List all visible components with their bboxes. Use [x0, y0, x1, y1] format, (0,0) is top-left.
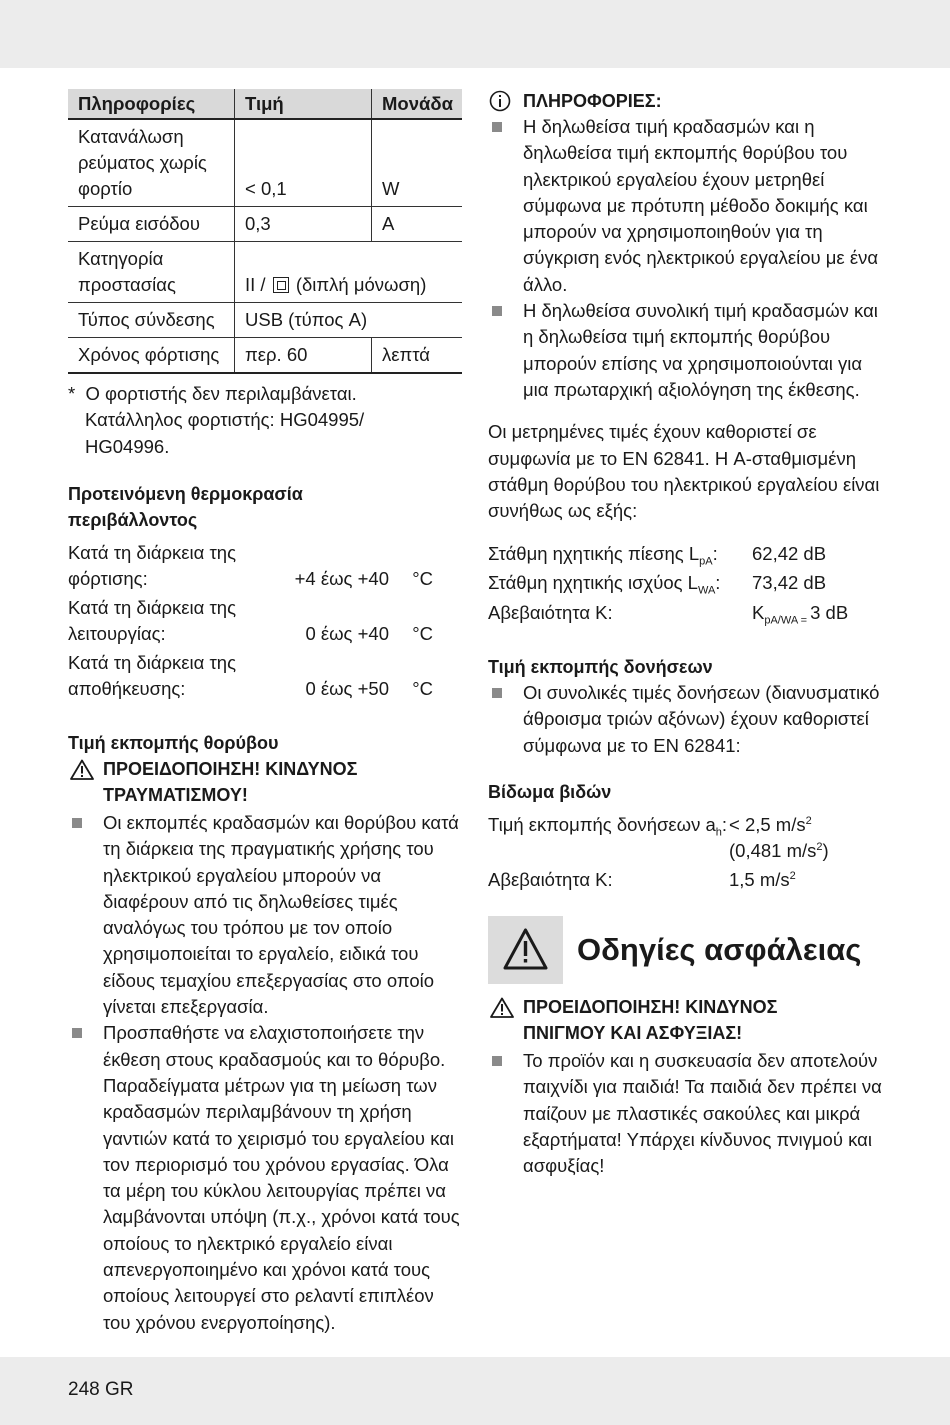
list-item — [488, 680, 888, 759]
row-value: < 0,1 — [235, 119, 372, 207]
square-bullet-icon — [72, 1028, 82, 1038]
footnote-line-3: HG04996. — [85, 435, 170, 457]
table-row — [68, 242, 462, 303]
list-item — [488, 1048, 888, 1179]
list-item — [68, 1020, 462, 1336]
noise-warning-line-2: ΤΡΑΥΜΑΤΙΣΜΟΥ! — [103, 785, 248, 805]
emission-label — [488, 812, 727, 838]
square-bullet-icon — [492, 122, 502, 132]
uncertainty-sub: pA/WA = — [764, 614, 811, 627]
row-unit: λεπτά — [372, 338, 463, 374]
info-circle-icon — [489, 90, 511, 112]
row-info: Κατηγορία προστασίας — [68, 242, 235, 303]
sound-pressure-value: 62,42 dB — [752, 543, 827, 564]
table-row — [68, 338, 462, 374]
sound-uncertainty-value — [752, 600, 848, 626]
sound-power-sub: WA — [697, 584, 716, 597]
square-bullet-icon — [492, 1056, 502, 1066]
sound-power-suffix: : — [715, 572, 721, 593]
info-bullet-1: Η δηλωθείσα τιμή κραδασμών και η δηλωθείσα τιμή εκπομπής θορύβου του ηλεκτρικού εργαλείου έχουν μετρηθεί σύμφωνα με πρότυπη μέθοδο δοκιμής και μπορούν να χρησιμοποιηθούν για τη σύγκριση ενός ηλεκτρικού εργαλείου με ένα άλλο. — [523, 116, 879, 295]
list-item — [488, 298, 888, 403]
row-info: Χρόνος φόρτισης — [68, 338, 235, 374]
row-info: Κατανάλωση ρεύματος χωρίς φορτίο — [68, 119, 235, 207]
row-value — [235, 242, 463, 303]
emission-label-text: Τιμή εκπομπής δονήσεων a — [488, 814, 716, 835]
temp-label-2: φόρτισης: — [68, 568, 148, 589]
sound-uncertainty-label: Αβεβαιότητα K: — [488, 602, 613, 623]
temp-label-1: Κατά τη διάρκεια της — [68, 597, 237, 618]
sound-power-text: Στάθμη ηχητικής ισχύος L — [488, 572, 698, 593]
header-info: Πληροφορίες — [68, 89, 235, 119]
square-bullet-icon — [492, 306, 502, 316]
safety-bullet: Το προϊόν και η συσκευασία δεν αποτελούν παιχνίδι για παιδιά! Τα παιδιά δεν πρέπει να παίζουν με πλαστικές σακούλες και μικρά εξαρτήματα! Υπάρχει κίνδυνος πνιγμού και ασφυξίας! — [523, 1050, 882, 1177]
temp-label-1: Κατά τη διάρκεια της — [68, 542, 237, 563]
temperature-row — [68, 595, 433, 647]
page-number: 248 GR — [68, 1379, 134, 1400]
warning-triangle-icon — [488, 916, 563, 984]
footnote — [68, 381, 462, 460]
temp-unit: °C — [412, 678, 433, 699]
warning-triangle-icon — [490, 997, 514, 1018]
emission-value — [729, 812, 812, 838]
emission-value-sup: 2 — [805, 814, 812, 827]
square-bullet-icon — [492, 688, 502, 698]
vibration-section — [488, 654, 888, 759]
footnote-line-2: Κατάλληλος φορτιστής: HG04995/ — [85, 409, 365, 431]
footnote-marker: * — [68, 383, 76, 404]
info-paragraph: Οι μετρημένες τιμές έχουν καθοριστεί σε συμφωνία με το EN 62841. Η A-σταθμισμένη στάθμη θορύβου του ηλεκτρικού εργαλείου είναι συνήθως ως εξής: — [488, 421, 880, 522]
list-item — [68, 810, 462, 1020]
row-info: Τύπος σύνδεσης — [68, 303, 235, 338]
temp-label-2: λειτουργίας: — [68, 623, 166, 644]
spec-table — [68, 89, 462, 374]
temperature-row — [68, 540, 433, 592]
sound-power-value: 73,42 dB — [752, 572, 827, 593]
row-value: 0,3 — [235, 207, 372, 242]
vibration-heading: Τιμή εκπομπής δονήσεων — [488, 657, 713, 677]
vibration-bullet: Οι συνολικές τιμές δονήσεων (διανυσματικό άθροισμα τριών αξόνων) έχουν καθοριστεί σύμφωνα με το EN 62841: — [523, 682, 880, 756]
sound-pressure-text: Στάθμη ηχητικής πίεσης L — [488, 543, 700, 564]
table-row — [68, 119, 462, 207]
emission-value-alt-sup: 2 — [816, 840, 823, 853]
double-insulation-icon — [273, 277, 289, 293]
value-post: (διπλή μόνωση) — [295, 274, 427, 295]
row-value: USB (τύπος A) — [235, 303, 463, 338]
emission-value-alt-text: (0,481 m/s — [729, 840, 817, 861]
noise-section — [68, 730, 462, 1336]
table-row — [68, 303, 462, 338]
screw-uncertainty-text: 1,5 m/s — [729, 869, 790, 890]
info-heading-text: ΠΛΗΡΟΦΟΡΙΕΣ: — [523, 91, 662, 111]
row-unit: A — [372, 207, 463, 242]
safety-title-icon-box — [488, 916, 563, 984]
sound-pressure-label — [488, 541, 718, 567]
temp-range: 0 έως +40 — [305, 623, 389, 644]
uncertainty-tail: 3 dB — [810, 602, 849, 623]
sound-pressure-sub: pA — [699, 555, 713, 568]
list-item — [488, 114, 888, 298]
top-bar — [0, 0, 950, 68]
temp-unit: °C — [412, 623, 433, 644]
row-unit: W — [372, 119, 463, 207]
info-bullet-2: Η δηλωθείσα συνολική τιμή κραδασμών και η δηλωθείσα τιμή εκπομπής θορύβου μπορούν επίσης να χρησιμοποιούνται για μια πρωταρχική αξιολόγηση της έκθεσης. — [523, 300, 878, 400]
emission-label-suffix: : — [721, 814, 728, 835]
noise-bullet-1: Οι εκπομπές κραδασμών και θορύβου κατά τη διάρκεια της πραγματικής χρήσης του ηλεκτρικού εργαλείου μπορούν να διαφέρουν από τις δηλωθείσες τιμές αναλόγως του τρόπου με τον οποίο χρησιμοποιείται το εργαλείο, ειδικά του είδους τεμαχίου επεξεργασίας στο οποίο γίνεται επεξεργασία. — [103, 812, 459, 1018]
sound-power-label — [488, 570, 720, 596]
row-value: περ. 60 — [235, 338, 372, 374]
safety-section — [488, 994, 888, 1179]
temperature-heading — [68, 481, 462, 533]
emission-value-alt-close: ) — [822, 840, 829, 861]
sound-pressure-suffix: : — [712, 543, 718, 564]
noise-warning-line-1: ΠΡΟΕΙΔΟΠΟΙΗΣΗ! ΚΙΝΔΥΝΟΣ — [103, 759, 358, 779]
safety-warning-line-1: ΠΡΟΕΙΔΟΠΟΙΗΣΗ! ΚΙΝΔΥΝΟΣ — [523, 997, 778, 1017]
square-bullet-icon — [72, 818, 82, 828]
table-row — [68, 207, 462, 242]
noise-heading: Τιμή εκπομπής θορύβου — [68, 733, 279, 753]
row-info: Ρεύμα εισόδου — [68, 207, 235, 242]
header-value: Τιμή — [235, 89, 372, 119]
info-section — [488, 88, 888, 524]
spec-table-header — [68, 89, 462, 119]
value-pre: II / — [245, 274, 266, 295]
temperature-heading-line-1: Προτεινόμενη θερμοκρασία — [68, 484, 303, 504]
screw-uncertainty-value — [729, 867, 796, 893]
screw-uncertainty-sup: 2 — [789, 869, 796, 882]
noise-bullet-2: Προσπαθήστε να ελαχιστοποιήσετε την έκθεση στους κραδασμούς και το θόρυβο. Παραδείγματα μέτρων για τη μείωση των κραδασμών περιλαμβάνουν τη χρήση γαντιών κατά το χειρισμό του εργαλείου και τον περιορισμό του χρόνου εργασίας. Όλα τα μέρη του κύκλου λειτουργίας πρέπει να λαμβάνονται υπόψη (π.χ., χρόνοι κατά τους οποίους το ηλεκτρικό εργαλείο είναι απενεργοποιημένο και χρόνοι κατά τους οποίους λειτουργεί στο ρελαντί επιπλέον του χρόνου ενεργοποίησης). — [103, 1022, 460, 1333]
noise-warning — [68, 756, 462, 808]
warning-triangle-icon — [70, 759, 94, 780]
temp-label-1: Κατά τη διάρκεια της — [68, 652, 237, 673]
emission-value-alt — [729, 838, 829, 864]
screwing-heading: Βίδωμα βιδών — [488, 782, 612, 802]
safety-warning-line-2: ΠΝΙΓΜΟΥ ΚΑΙ ΑΣΦΥΞΙΑΣ! — [523, 1023, 743, 1043]
emission-label-sub: h — [715, 826, 722, 839]
temp-range: 0 έως +50 — [305, 678, 389, 699]
safety-title: Οδηγίες ασφάλειας — [577, 932, 862, 967]
temperature-heading-line-2: περιβάλλοντος — [68, 510, 198, 530]
bottom-bar — [0, 1357, 950, 1425]
emission-value-text: < 2,5 m/s — [729, 814, 806, 835]
temp-unit: °C — [412, 568, 433, 589]
temperature-row — [68, 650, 433, 702]
temp-label-2: αποθήκευσης: — [68, 678, 186, 699]
uncertainty-k: K — [752, 602, 765, 623]
safety-warning — [488, 994, 888, 1046]
info-heading — [488, 88, 888, 114]
footnote-line-1: Ο φορτιστής δεν περιλαμβάνεται. — [85, 383, 357, 404]
temp-range: +4 έως +40 — [294, 568, 389, 589]
screw-uncertainty-label: Αβεβαιότητα K: — [488, 869, 613, 890]
header-unit: Μονάδα — [372, 89, 463, 119]
